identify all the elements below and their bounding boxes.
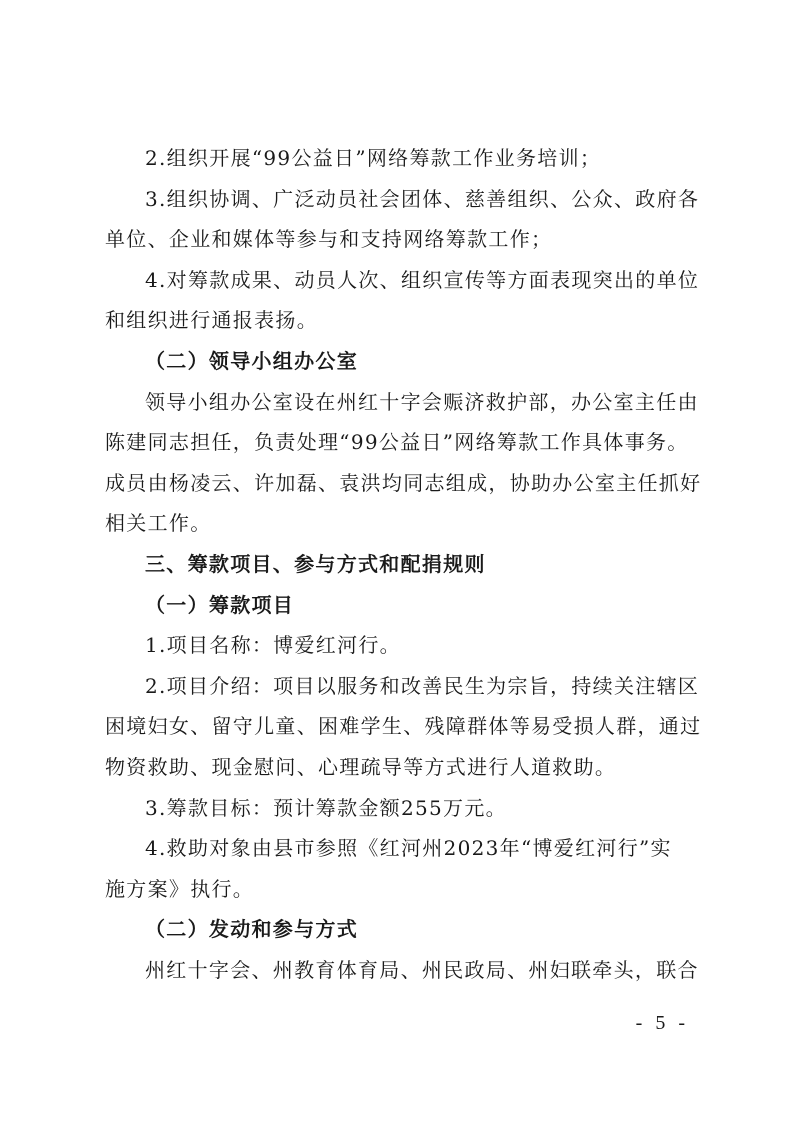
paragraph-line: 州红十字会、州教育体育局、州民政局、州妇联牵头，联合 [145, 957, 699, 982]
document-body [105, 138, 702, 990]
chapter-heading: 三、筹款项目、参与方式和配捐规则 [145, 551, 486, 576]
list-item-continuation: 困境妇女、留守儿童、困难学生、残障群体等易受损人群，通过 [105, 714, 702, 739]
list-item: 1.项目名称：博爱红河行。 [145, 633, 401, 658]
list-item-continuation: 物资救助、现金慰问、心理疏导等方式进行人道救助。 [105, 754, 617, 779]
list-item-continuation: 和组织进行通报表扬。 [105, 308, 318, 333]
list-item-continuation: 单位、企业和媒体等参与和支持网络筹款工作； [105, 227, 553, 252]
list-item: 2.组织开展“99公益日”网络筹款工作业务培训； [145, 146, 602, 170]
list-item: 4.对筹款成果、动员人次、组织宣传等方面表现突出的单位 [145, 267, 700, 292]
list-item: 4.救助对象由县市参照《红河州2023年“博爱红河行”实 [145, 836, 672, 861]
paragraph-line: 陈建同志担任，负责处理“99公益日”网络筹款工作具体事务。 [105, 430, 689, 455]
paragraph-line: 相关工作。 [105, 511, 212, 536]
list-item-continuation: 施方案》执行。 [105, 876, 255, 901]
section-heading: （一）筹款项目 [145, 592, 295, 617]
list-item: 3.筹款目标：预计筹款金额255万元。 [145, 795, 507, 820]
section-heading: （二）发动和参与方式 [145, 917, 358, 942]
paragraph-line: 成员由杨凌云、许加磊、袁洪均同志组成，协助办公室主任抓好 [105, 470, 702, 495]
section-heading: （二）领导小组办公室 [145, 348, 358, 373]
list-item: 3.组织协调、广泛动员社会团体、慈善组织、公众、政府各 [145, 186, 700, 211]
page-number: - 5 - [635, 1012, 689, 1034]
list-item: 2.项目介绍：项目以服务和改善民生为宗旨，持续关注辖区 [145, 673, 700, 698]
paragraph-line: 领导小组办公室设在州红十字会赈济救护部，办公室主任由 [145, 389, 699, 414]
